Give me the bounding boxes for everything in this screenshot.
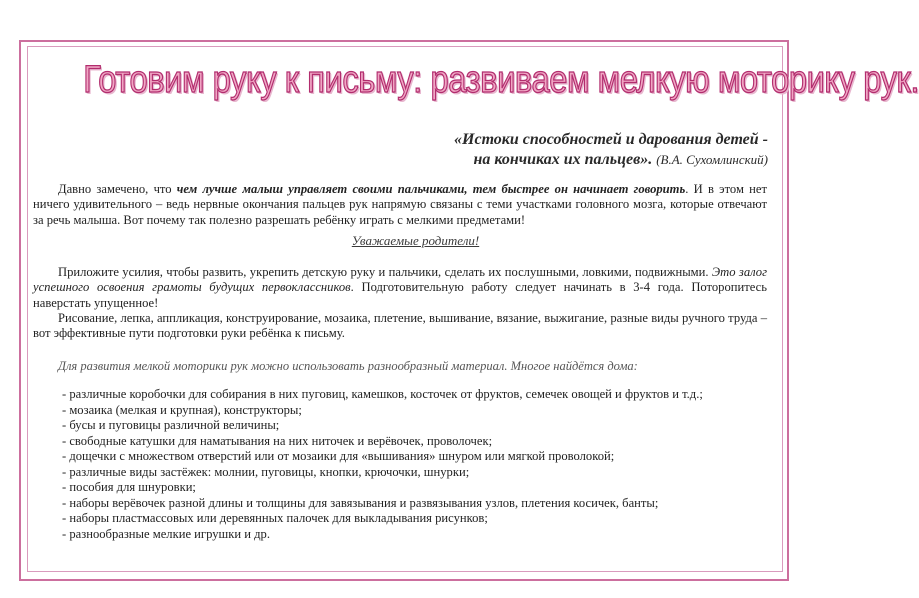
paragraph-intro-start: Давно замечено, что	[58, 182, 177, 196]
list-item: - свободные катушки для наматывания на них ниточек и верёвочек, проволочек;	[62, 433, 493, 448]
list-item: - различные коробочки для собирания в них пуговиц, камешков, косточек от фруктов, семечек овощей и фруктов и т.д.;	[62, 387, 703, 401]
list-item: - дощечки с множеством отверстий или от мозаики для «вышивания» шнуром или мягкой проволокой;	[62, 449, 615, 463]
epigraph-quote	[454, 130, 768, 170]
paragraph-intro-emphasis: чем лучше малыш управляет своими пальчиками, тем быстрее он начинает говорить	[176, 182, 686, 196]
paragraph-intro	[33, 182, 767, 228]
list-item: - разнообразные мелкие игрушки и др.	[62, 526, 270, 541]
paragraph-advice-start: Приложите усилия, чтобы развить, укрепить детскую руку и пальчики, сделать их послушными, ловкими, подвижными.	[58, 265, 712, 279]
paragraph-advice-emphasis: Это залог успешного освоения грамоты будущих первоклассников	[33, 265, 767, 295]
list-item: - наборы верёвочек разной длины и толщины для завязывания и развязывания узлов, плетения косичек, банты;	[62, 495, 659, 510]
paragraph-intro-rest: . И в этом нет ничего удивительного – ведь нервные окончания пальцев рук напрямую связаны с теми участками головного мозга, которые отвечают за речь малыша. Вот почему так полезно разрешать ребёнку играть с мелкими предметами!	[33, 182, 768, 227]
address-heading: Уважаемые родители!	[351, 233, 480, 248]
list-item: - различные виды застёжек: молнии, пуговицы, кнопки, крючочки, шнурки;	[62, 464, 470, 479]
quote-line-2	[454, 150, 768, 170]
materials-list	[62, 387, 703, 542]
quote-author: (В.А. Сухомлинский)	[656, 152, 768, 167]
list-item: - наборы пластмассовых или деревянных палочек для выкладывания рисунков;	[62, 511, 488, 525]
quote-line-2-text: на кончиках их пальцев».	[473, 151, 653, 168]
paragraph-advice-rest: . Подготовительную работу следует начинать в 3-4 года. Поторопитесь наверстать упущенное!	[33, 280, 767, 310]
list-item: - пособия для шнуровки;	[62, 480, 196, 494]
paragraph-advice	[33, 265, 767, 311]
paragraph-methods-text: Рисование, лепка, аппликация, конструирование, мозаика, плетение, вышивание, вязание, выжигание, разные виды ручного труда – вот эффективные пути подготовки руки ребёнка к письму.	[33, 311, 767, 341]
paragraph-methods	[33, 311, 767, 342]
list-item: - мозаика (мелкая и крупная), конструкторы;	[62, 402, 302, 417]
materials-intro: Для развития мелкой моторики рук можно использовать разнообразный материал. Многое найдётся дома:	[58, 359, 638, 373]
quote-line-1: «Истоки способностей и дарования детей -	[454, 131, 768, 148]
list-item: - бусы и пуговицы различной величины;	[62, 418, 280, 432]
page-title: Готовим руку к письму: развиваем мелкую моторику рук.	[83, 59, 919, 101]
